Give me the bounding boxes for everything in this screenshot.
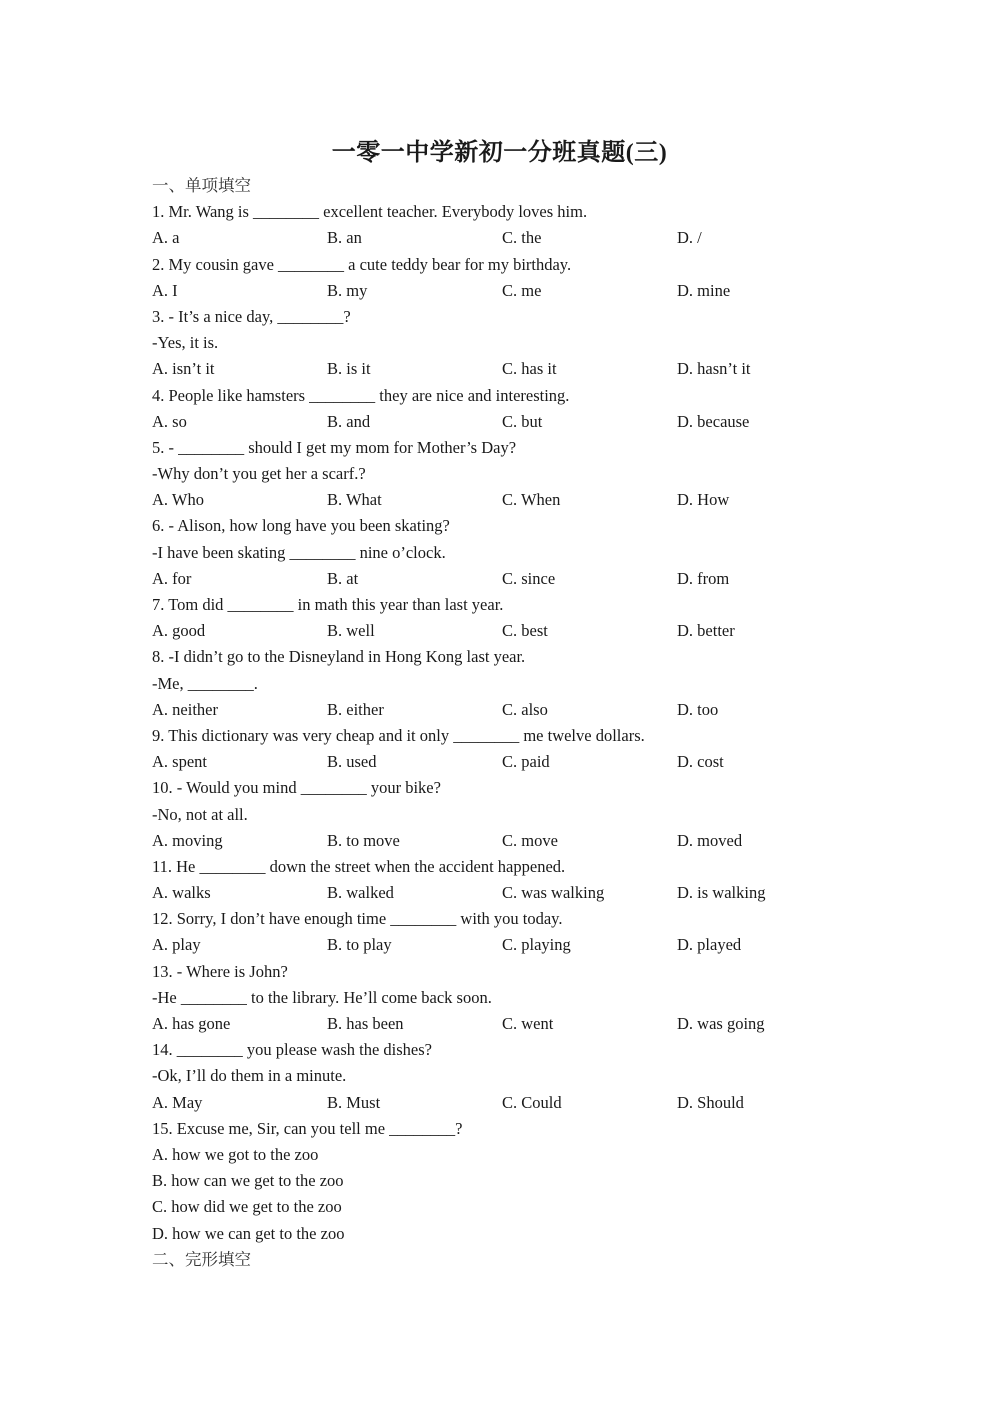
question-stem: 10. - Would you mind ________ your bike? <box>152 778 441 798</box>
answer-option: C. move <box>502 830 558 850</box>
question-dialogue-line: -Ok, I’ll do them in a minute. <box>152 1066 347 1086</box>
answer-option: D. moved <box>677 830 743 850</box>
question-block <box>152 1037 852 1116</box>
answer-option: B. walked <box>327 883 394 903</box>
answer-option: A. for <box>152 568 192 588</box>
question-block <box>152 644 852 723</box>
answer-option: D. is walking <box>677 883 766 903</box>
option-row <box>152 278 852 304</box>
answer-option: B. to play <box>327 935 392 955</box>
question-block <box>152 959 852 1038</box>
answer-option: A. neither <box>152 699 218 719</box>
option-row <box>152 932 852 958</box>
option-row <box>152 1090 852 1116</box>
question-list <box>152 173 852 1273</box>
answer-option: A. walks <box>152 883 211 903</box>
answer-option: C. went <box>502 1014 554 1033</box>
answer-option: C. was walking <box>502 883 605 903</box>
answer-option: C. but <box>502 411 543 431</box>
answer-option: C. me <box>502 280 542 300</box>
answer-option: A. May <box>152 1092 203 1112</box>
answer-option: B. and <box>327 411 371 431</box>
question-stem: 13. - Where is John? <box>152 961 288 981</box>
answer-option: A. has gone <box>152 1014 231 1033</box>
answer-option: D. How <box>677 490 730 510</box>
answer-option: D. too <box>677 699 719 719</box>
answer-option: A. good <box>152 621 206 641</box>
question-block <box>152 513 852 592</box>
question-dialogue-line: -Why don’t you get her a scarf.? <box>152 464 366 484</box>
answer-option: C. also <box>502 699 548 719</box>
option-row <box>152 409 852 435</box>
answer-option: C. has it <box>502 359 557 379</box>
option-row <box>152 225 852 251</box>
answer-option: B. has been <box>327 1014 404 1033</box>
question-stem: 11. He ________ down the street when the accident happened. <box>152 856 566 876</box>
question-15-option-a: A. how we got to the zoo <box>152 1144 319 1164</box>
question-stem: 8. -I didn’t go to the Disneyland in Hong Kong last year. <box>152 647 526 667</box>
question-block <box>152 854 852 906</box>
answer-option: D. because <box>677 411 750 431</box>
answer-option: A. spent <box>152 752 207 772</box>
question-block <box>152 723 852 775</box>
question-block <box>152 775 852 854</box>
question-block <box>152 252 852 304</box>
answer-option: A. Who <box>152 490 204 510</box>
page-title: 一零一中学新初一分班真题(三) <box>331 140 668 166</box>
option-row <box>152 1011 852 1037</box>
answer-option: C. Could <box>502 1092 562 1112</box>
question-stem: 6. - Alison, how long have you been skating? <box>152 516 450 536</box>
answer-option: D. better <box>677 621 735 641</box>
question-block <box>152 906 852 958</box>
answer-option: B. is it <box>327 359 371 379</box>
question-stem: 5. - ________ should I get my mom for Mother’s Day? <box>152 437 517 457</box>
question-stem: 4. People like hamsters ________ they are nice and interesting. <box>152 385 570 405</box>
answer-option: D. was going <box>677 1014 765 1033</box>
answer-option: D. cost <box>677 752 724 772</box>
answer-option: A. isn’t it <box>152 359 215 379</box>
option-row <box>152 697 852 723</box>
question-stem: 14. ________ you please wash the dishes? <box>152 1040 432 1060</box>
answer-option: B. What <box>327 490 382 510</box>
answer-option: A. play <box>152 935 201 955</box>
answer-option: B. an <box>327 228 362 248</box>
answer-option: C. best <box>502 621 548 641</box>
option-row <box>152 618 852 644</box>
answer-option: A. I <box>152 280 178 300</box>
answer-option: D. hasn’t it <box>677 359 751 379</box>
answer-option: D. from <box>677 568 730 588</box>
answer-option: D. / <box>677 228 702 248</box>
answer-option: C. When <box>502 490 561 510</box>
question-block <box>152 199 852 251</box>
question-stem: 12. Sorry, I don’t have enough time ________ with you today. <box>152 909 563 929</box>
question-stem: 2. My cousin gave ________ a cute teddy bear for my birthday. <box>152 254 572 274</box>
section-heading-1: 一、单项填空 <box>152 176 251 195</box>
question-15-stem: 15. Excuse me, Sir, can you tell me ________? <box>152 1118 463 1138</box>
question-dialogue-line: -Me, ________. <box>152 673 258 693</box>
option-row <box>152 356 852 382</box>
option-row <box>152 487 852 513</box>
answer-option: C. the <box>502 228 542 248</box>
question-stem: 7. Tom did ________ in math this year than last year. <box>152 595 504 614</box>
answer-option: C. paid <box>502 752 550 772</box>
question-block <box>152 383 852 435</box>
answer-option: B. my <box>327 280 368 300</box>
question-dialogue-line: -Yes, it is. <box>152 333 219 353</box>
answer-option: B. well <box>327 621 375 641</box>
answer-option: A. moving <box>152 830 223 850</box>
question-stem: 3. - It’s a nice day, ________? <box>152 306 351 326</box>
answer-option: B. Must <box>327 1092 381 1112</box>
answer-option: C. playing <box>502 935 571 955</box>
question-15-option-b: B. how can we get to the zoo <box>152 1171 344 1191</box>
answer-option: D. Should <box>677 1092 744 1112</box>
question-stem: 1. Mr. Wang is ________ excellent teacher. Everybody loves him. <box>152 202 588 222</box>
answer-option: B. used <box>327 752 377 772</box>
option-row <box>152 880 852 906</box>
question-15-option-c: C. how did we get to the zoo <box>152 1197 342 1217</box>
answer-option: D. mine <box>677 280 731 300</box>
answer-option: A. a <box>152 228 180 248</box>
question-dialogue-line: -He ________ to the library. He’ll come back soon. <box>152 987 492 1007</box>
question-block <box>152 304 852 383</box>
question-dialogue-line: -No, not at all. <box>152 804 248 824</box>
answer-option: A. so <box>152 411 187 431</box>
question-stem: 9. This dictionary was very cheap and it only ________ me twelve dollars. <box>152 725 645 745</box>
question-block <box>152 435 852 514</box>
question-block <box>152 592 852 644</box>
option-row <box>152 566 852 592</box>
answer-option: D. played <box>677 935 742 955</box>
option-row <box>152 749 852 775</box>
question-dialogue-line: -I have been skating ________ nine o’clock. <box>152 542 446 562</box>
answer-option: B. either <box>327 699 384 719</box>
multiple-choice-questions <box>152 199 852 1116</box>
answer-option: C. since <box>502 568 556 588</box>
option-row <box>152 828 852 854</box>
section-heading-2: 二、完形填空 <box>152 1249 251 1269</box>
answer-option: B. to move <box>327 830 400 850</box>
answer-option: B. at <box>327 568 359 588</box>
question-15-option-d: D. how we can get to the zoo <box>152 1223 345 1243</box>
